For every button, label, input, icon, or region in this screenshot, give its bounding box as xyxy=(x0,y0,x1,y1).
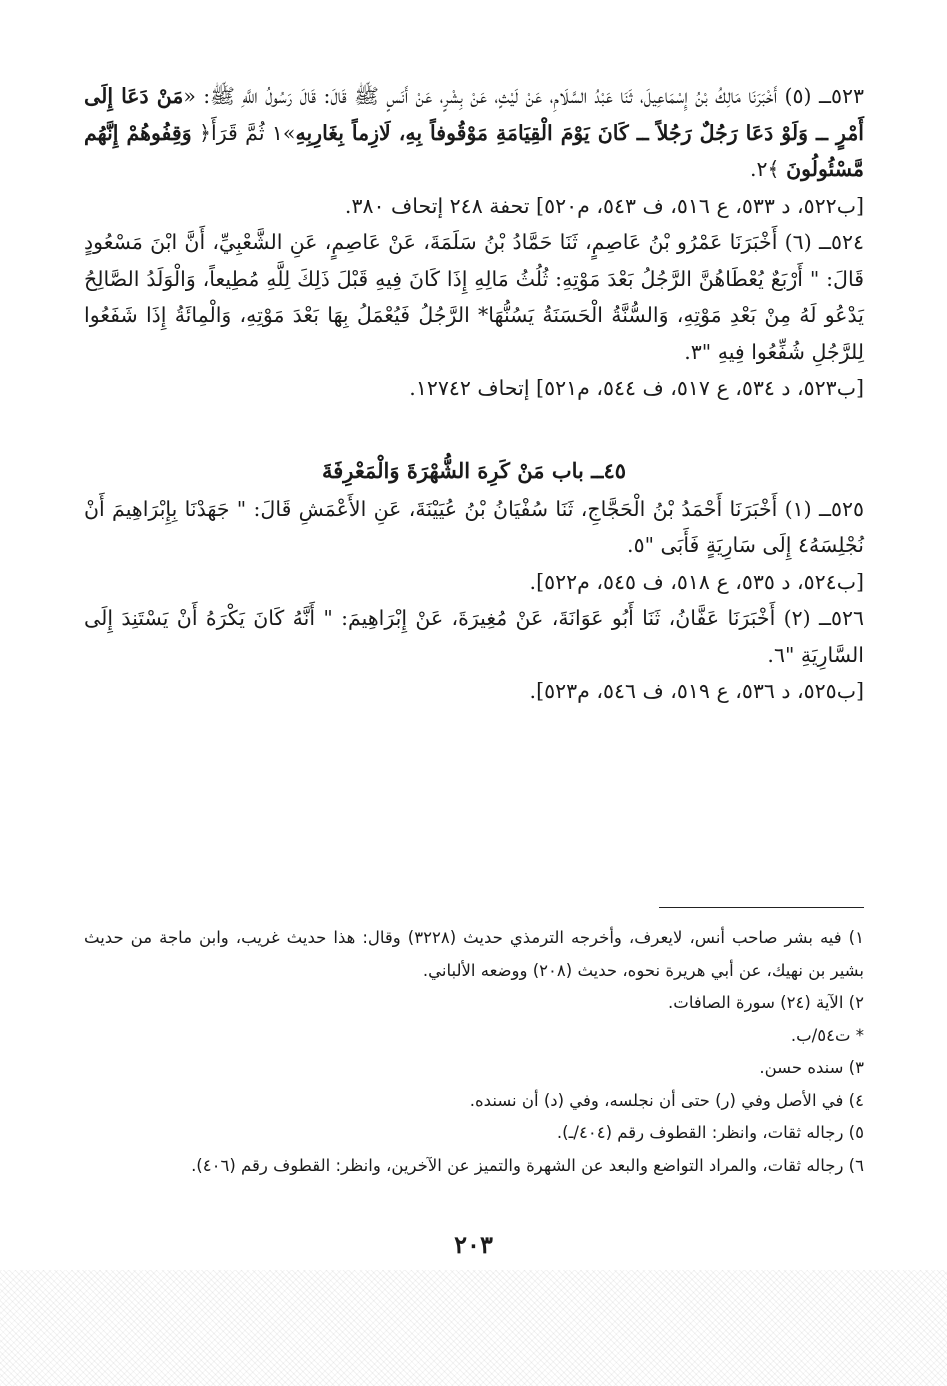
chapter-heading: ٤٥ــ باب مَنْ كَرِهَ الشُّهْرَةَ وَالْمَعْرِفَةَ xyxy=(321,457,627,483)
footnotes xyxy=(84,922,864,1182)
hadith-523-bold-text: مَنْ دَعَا إِلَى أَمْرٍ ــ وَلَوْ دَعَا رَجُلٌ رَجُلاً ــ كَانَ يَوْمَ الْقِيَامَةِ مَوْقُوفاً بِهِ، لَازِماً بِغَارِبِهِ xyxy=(84,84,865,145)
page-number: ٢٠٣ xyxy=(454,1230,493,1259)
footnote-star: * ت٥٤/ب. xyxy=(790,1025,864,1045)
hadith-523 xyxy=(84,78,864,188)
hadith-525-reference: [ب٥٢٤، د ٥٣٥، ع ٥١٨، ف ٥٤٥، م٥٢٢]. xyxy=(529,569,864,594)
hadith-524: ٥٢٤ــ (٦) أَخْبَرَنَا عَمْرُو بْنُ عَاصِمٍ، ثَنَا حَمَّادُ بْنُ سَلَمَةَ، عَنْ عَاصِمٍ، عَنِ الشَّعْبِيِّ، أَنَّ ابْنَ مَسْعُودٍ قَالَ: " أَرْبَعٌ يُعْطَاهُنَّ الرَّجُلُ بَعْدَ مَوْتِهِ: ثُلُثُ مَالِهِ إِذَا كَانَ فِيهِ قَبْلَ ذَلِكَ لِلَّهِ مُطِيعاً، وَالْوَلَدُ الصَّالِحُ يَدْعُو لَهُ مِنْ بَعْدِ مَوْتِهِ، وَالسُّنَّةُ الْحَسَنَةُ يَسُنُّهَا* الرَّجُلُ فَيُعْمَلُ بِهَا بَعْدَ مَوْتِهِ، وَالْمِائَةُ إِذَا شَفَعُوا لِلرَّجُلِ شُفِّعُوا فِيهِ "٣. xyxy=(84,230,865,364)
footnote-3: ٣) سنده حسن. xyxy=(759,1058,864,1077)
hadith-523-reference: [ب٥٢٢، د ٥٣٣، ع ٥١٦، ف ٥٤٣، م٥٢٠] تحفة ٢٤٨ إتحاف ٣٨٠. xyxy=(344,193,864,218)
hadith-526: ٥٢٦ــ (٢) أَخْبَرَنَا عَفَّانُ، ثَنَا أَبُو عَوَانَةَ، عَنْ مُغِيرَةَ، عَنْ إِبْرَاهِيمَ: " أَنَّهُ كَانَ يَكْرَهُ أَنْ يَسْتَنِدَ إِلَى السَّارِيَةِ "٦. xyxy=(84,606,864,667)
hadith-523-text-end: ﴾٢. xyxy=(749,157,787,181)
main-text xyxy=(84,78,864,710)
section-spacer xyxy=(84,407,864,451)
hadith-523-text-start: ٥٢٣ــ (٥) أَخْبَرَنَا مَالِكُ بْنُ إِسْمَاعِيلَ، ثَنَا عَبْدُ السَّلَامِ، عَنْ لَيْثٍ، عَنْ بِشْرٍ، عَنْ أَنَسٍ ﷺ قَالَ: قَالَ رَسُولُ اللَّهِ ﷺ: « xyxy=(183,84,865,108)
footnote-1: ١) فيه بشر صاحب أنس، لايعرف، وأخرجه الترمذي حديث (٣٢٢٨) وقال: هذا حديث غريب، وابن ماجة من حديث بشير بن نهيك، عن أبي هريرة نحوه، حديث (٢٠٨) ووضعه الألباني. xyxy=(84,928,864,980)
footnote-6: ٦) رجاله ثقات، والمراد التواضع والبعد عن الشهرة والتميز عن الآخرين، وانظر: القطوف رقم (٤٠٦). xyxy=(191,1155,864,1175)
hadith-524-reference: [ب٥٢٣، د ٥٣٤، ع ٥١٧، ف ٥٤٤، م٥٢١] إتحاف ١٢٧٤٢. xyxy=(409,376,864,400)
footnote-divider xyxy=(659,907,864,908)
footnote-4: ٤) في الأصل وفي (ر) حتى أن نجلسه، وفي (د) أن نسنده. xyxy=(469,1090,864,1110)
hadith-526-reference: [ب٥٢٥، د ٥٣٦، ع ٥١٩، ف ٥٤٦، م٥٢٣]. xyxy=(529,679,864,703)
scan-noise xyxy=(0,1270,947,1386)
footnote-2: ٢) الآية (٢٤) سورة الصافات. xyxy=(668,993,864,1012)
hadith-523-text-mid: »١ ثُمَّ قَرَأَ﴿ xyxy=(191,120,296,145)
footnote-5: ٥) رجاله ثقات، وانظر: القطوف رقم (٤٠٤/ـ). xyxy=(556,1123,864,1142)
hadith-525: ٥٢٥ــ (١) أَخْبَرَنَا أَحْمَدُ بْنُ الْحَجَّاجِ، ثَنَا سُفْيَانُ بْنُ عُيَيْنَةَ، عَنِ الأَعْمَشِ قَالَ: " جَهَدْنَا بِإِبْرَاهِيمَ أَنْ نُجْلِسَهُ٤ إِلَى سَارِيَةٍ فَأَبَى "٥. xyxy=(84,496,864,557)
quran-verse: وَقِفُوهُمْ إِنَّهُم مَّسْئُولُونَ xyxy=(84,120,864,181)
